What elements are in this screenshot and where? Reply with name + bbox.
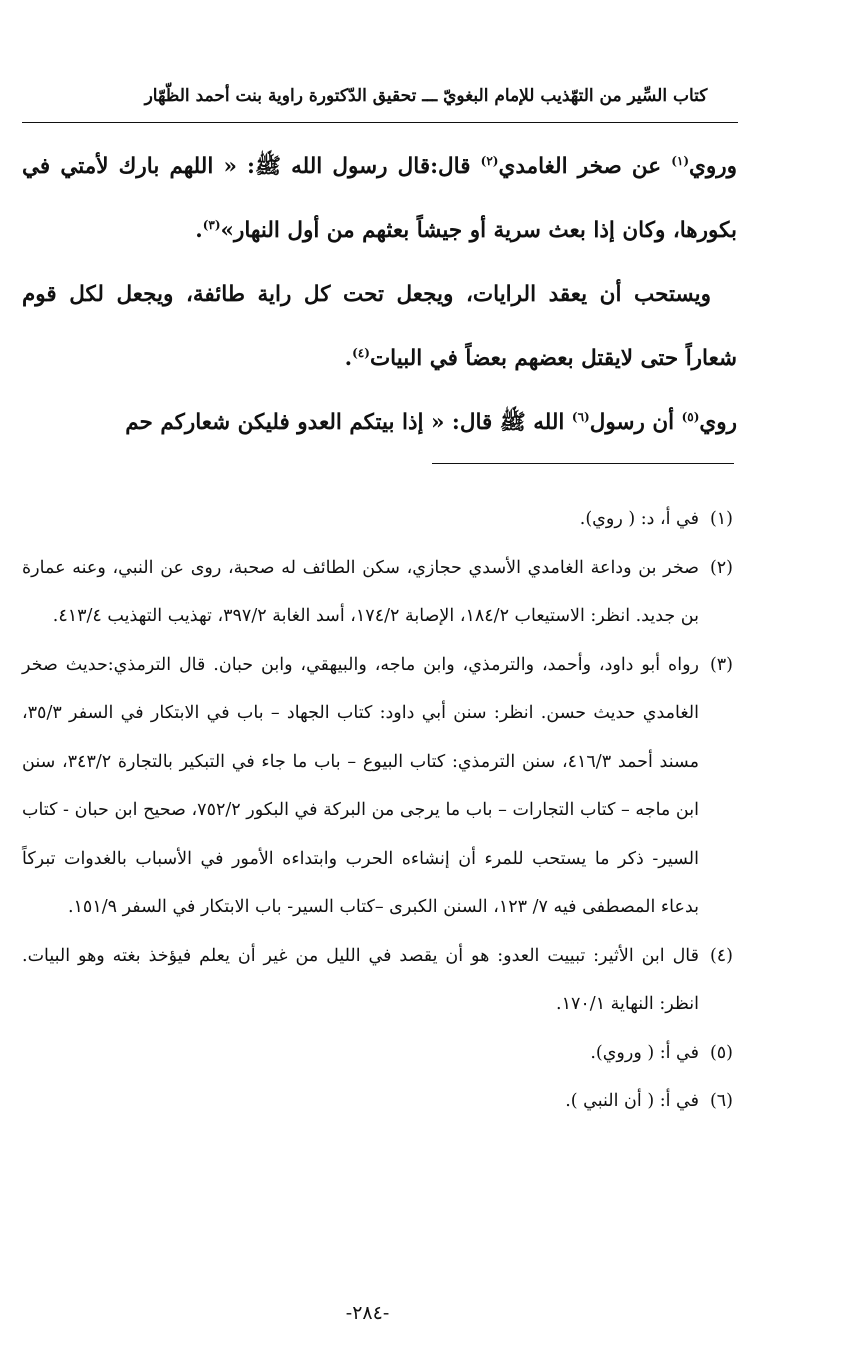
text-segment: ويستحب أن يعقد الرايات، ويجعل تحت كل راية طائفة، ويجعل لكل قوم شعاراً حتى لايقتل بعضهم بعضاً في البيات — [22, 282, 737, 371]
footnote-ref[interactable]: (٤) — [352, 345, 370, 360]
text-segment: وروي — [689, 154, 737, 179]
footnote-divider — [432, 463, 734, 464]
footnote — [22, 1029, 733, 1078]
footnote-number: (٢) — [709, 557, 733, 578]
footnote-ref[interactable]: (١) — [671, 153, 690, 168]
footnote-text: في أ: ( أن النبي ). — [565, 1091, 699, 1111]
footnote-ref[interactable]: (٣) — [202, 217, 221, 232]
main-paragraph — [22, 263, 737, 391]
footnote-number: (٥) — [709, 1042, 733, 1063]
text-segment: الله ﷺ قال: « إذا بيتكم العدو فليكن شعاركم حم — [125, 410, 572, 435]
running-header: كتاب السِّير من التهّذيب للإمام البغويّ ـــ تحقيق الدّكتورة راوية بنت أحمد الظّهّار — [144, 86, 708, 106]
text-segment: أن رسول — [589, 410, 682, 435]
footnote-ref[interactable]: (٢) — [480, 153, 499, 168]
footnote-text: في أ: ( وروي). — [590, 1042, 699, 1063]
footnote-ref[interactable]: (٦) — [571, 409, 590, 424]
footnote — [22, 495, 733, 544]
main-text — [22, 135, 737, 455]
footnotes-section — [22, 495, 733, 1126]
text-segment: قال:قال رسول الله ﷺ: « اللهم بارك لأمتي في بكورها، وكان إذا بعث سرية أو جيشاً بعثهم من أول النهار» — [22, 154, 737, 243]
footnote-number: (١) — [709, 509, 733, 529]
footnote-text: في أ، د: ( روي). — [579, 509, 699, 529]
text-segment: . — [195, 218, 203, 243]
footnote — [22, 932, 733, 1029]
footnote-text: قال ابن الأثير: تبييت العدو: هو أن يقصد في الليل من غير أن يعلم فيؤخذ بغته وهو البيات. انظر: النهاية ١٧٠/١. — [22, 945, 699, 1014]
page-number: -٢٨٤- — [345, 1302, 390, 1324]
footnote-number: (٣) — [709, 654, 733, 675]
footnote — [22, 641, 733, 932]
footnote-number: (٤) — [709, 945, 733, 966]
footnote-text: صخر بن وداعة الغامدي الأسدي حجازي، سكن الطائف له صحبة، روى عن النبي، وعنه عمارة بن جديد. انظر: الاستيعاب ١٨٤/٢، الإصابة ١٧٤/٢، أسد الغابة ٣٩٧/٢، تهذيب التهذيب ٤١٣/٤. — [22, 557, 699, 626]
main-paragraph — [22, 391, 737, 455]
main-paragraph — [22, 135, 737, 263]
footnote-number: (٦) — [709, 1091, 733, 1111]
text-segment: عن صخر الغامدي — [498, 154, 672, 179]
footnote-text: رواه أبو داود، وأحمد، والترمذي، وابن ماجه، والبيهقي، وابن حبان. قال الترمذي:حديث صخر الغامدي حديث حسن. انظر: سنن أبي داود: كتاب الجهاد – باب في الابتكار في السفر ٣٥/٣، مسند أحمد ٤١٦/٣، سنن الترمذي: كتاب البيوع – باب ما جاء في التبكير بالتجارة ٣٤٣/٢، سنن ابن ماجه – كتاب التجارات – باب ما يرجى من البركة في البكور ٧٥٢/٢، صحيح ابن حبان - كتاب السير- ذكر ما يستحب للمرء أن إنشاءه الحرب وابتداءه الأمور في الأسباب بالغدوات تبركاً بدعاء المصطفى فيه ٧/ ١٢٣، السنن الكبرى –كتاب السير- باب الابتكار في السفر ١٥١/٩. — [22, 654, 699, 917]
text-segment: . — [344, 346, 353, 371]
footnote — [22, 1077, 733, 1126]
footnote-ref[interactable]: (٥) — [681, 409, 700, 424]
footnote — [22, 544, 733, 641]
text-segment: روي — [699, 410, 737, 435]
header-divider — [22, 122, 738, 123]
